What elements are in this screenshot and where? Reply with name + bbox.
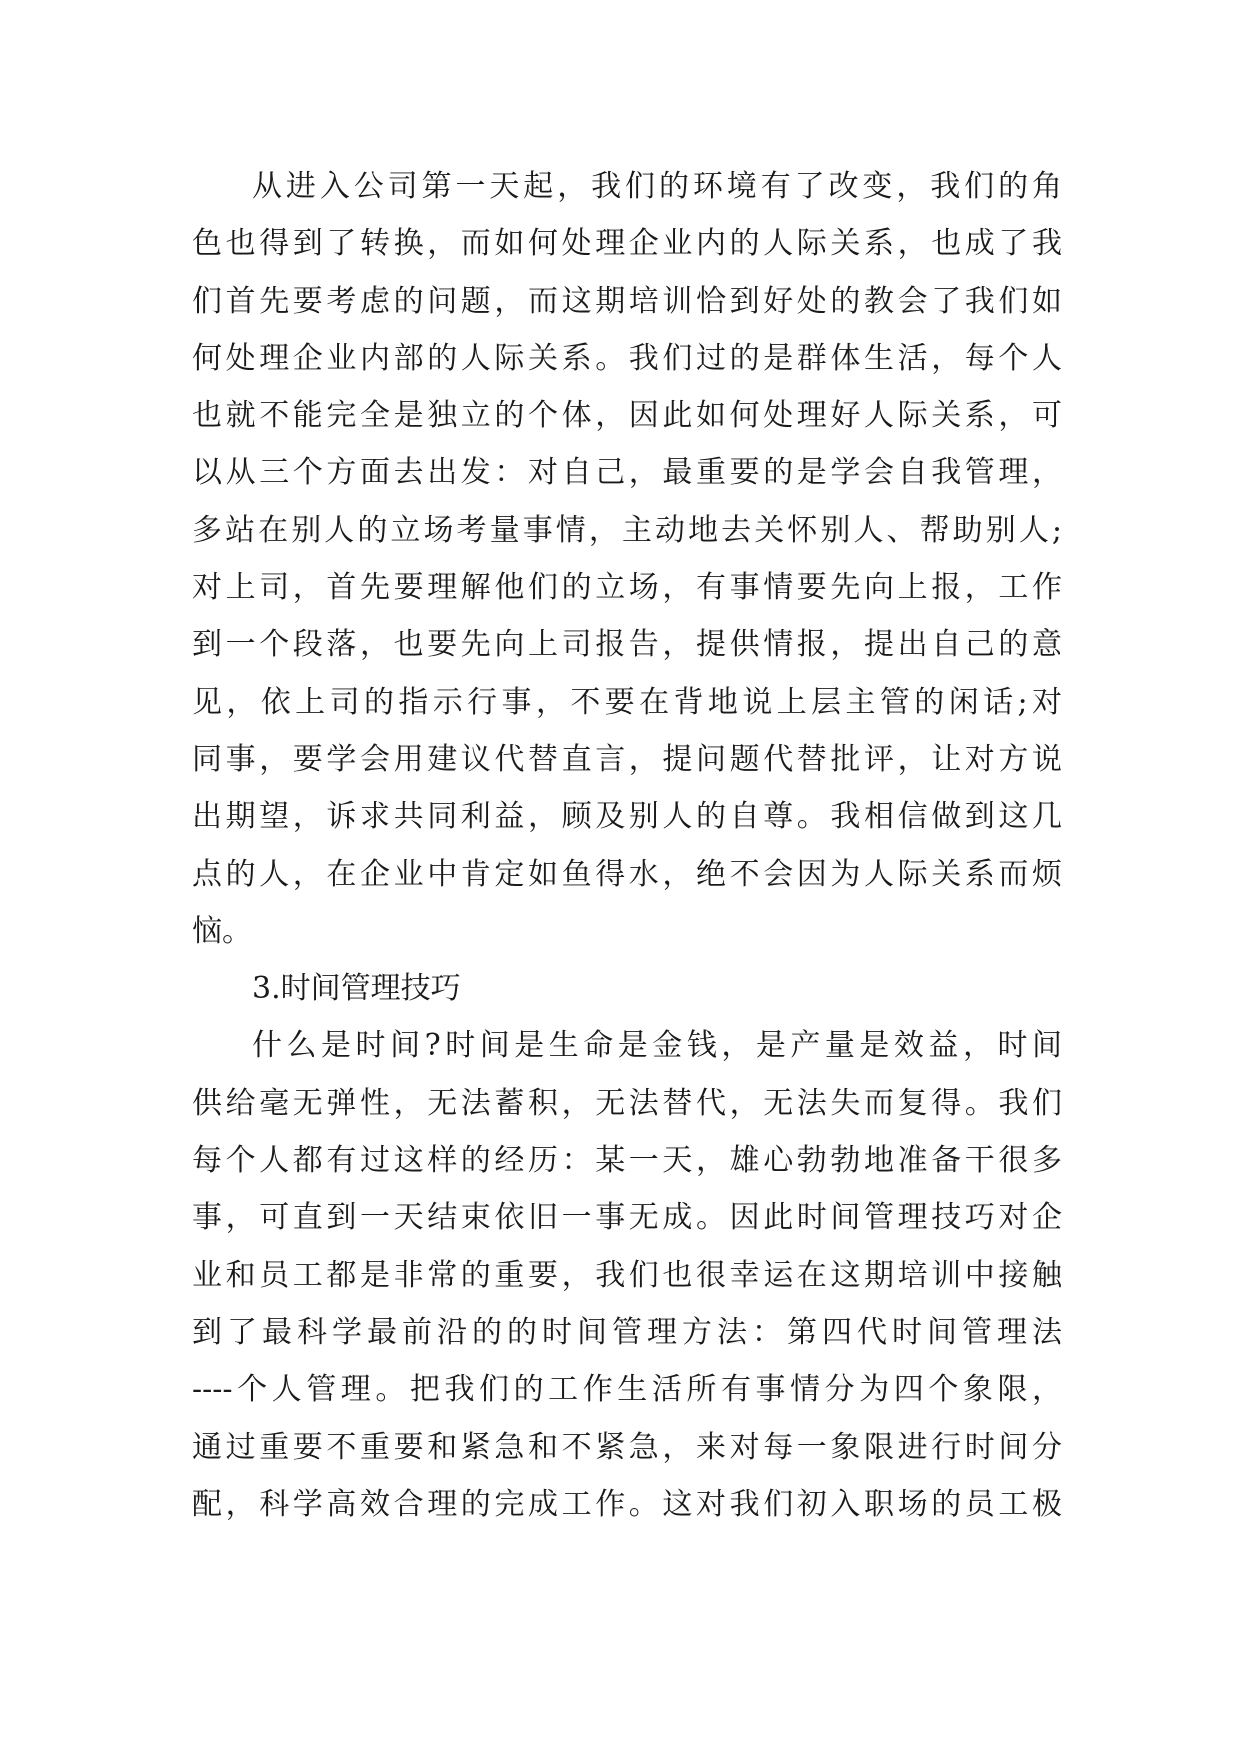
- paragraph-line: 恼。: [192, 913, 252, 949]
- paragraph-line: ----个人管理。把我们的工作生活所有事情分为四个象限，: [192, 1372, 1062, 1408]
- document-body: [192, 158, 1062, 1533]
- paragraph-line: 出期望，诉求共同利益，顾及别人的自尊。我相信做到这几: [192, 799, 1062, 835]
- paragraph-line: 们首先要考虑的问题，而这期培训恰到好处的教会了我们如: [192, 283, 1062, 319]
- paragraph-line: 何处理企业内部的人际关系。我们过的是群体生活，每个人: [192, 340, 1062, 376]
- paragraph-line: 通过重要不重要和紧急和不紧急，来对每一象限进行时间分: [192, 1429, 1062, 1465]
- paragraph-line: 业和员工都是非常的重要，我们也很幸运在这期培训中接触: [192, 1257, 1062, 1293]
- paragraph-line: 什么是时间?时间是生命是金钱，是产量是效益，时间: [252, 1028, 1062, 1064]
- paragraph-line: 事，可直到一天结束依旧一事无成。因此时间管理技巧对企: [192, 1200, 1062, 1236]
- paragraph-line: 多站在别人的立场考量事情，主动地去关怀别人、帮助别人;: [192, 512, 1062, 548]
- paragraph-interpersonal: [192, 158, 1062, 960]
- paragraph-line: 配，科学高效合理的完成工作。这对我们初入职场的员工极: [192, 1486, 1062, 1522]
- paragraph-line: 到了最科学最前沿的的时间管理方法：第四代时间管理法: [192, 1314, 1062, 1350]
- paragraph-line: 从进入公司第一天起，我们的环境有了改变，我们的角: [252, 169, 1062, 204]
- paragraph-line: 到一个段落，也要先向上司报告，提供情报，提出自己的意: [192, 627, 1062, 663]
- paragraph-line: 每个人都有过这样的经历：某一天，雄心勃勃地准备干很多: [192, 1143, 1062, 1179]
- paragraph-line: 也就不能完全是独立的个体，因此如何处理好人际关系，可: [192, 398, 1062, 434]
- paragraph-line: 色也得到了转换，而如何处理企业内的人际关系，也成了我: [192, 226, 1062, 262]
- paragraph-line: 供给毫无弹性，无法蓄积，无法替代，无法失而复得。我们: [192, 1085, 1062, 1121]
- section-heading: 3.时间管理技巧: [252, 971, 461, 1007]
- paragraph-line: 点的人，在企业中肯定如鱼得水，绝不会因为人际关系而烦: [192, 856, 1062, 892]
- paragraph-time-management: [192, 1017, 1062, 1533]
- paragraph-line: 同事，要学会用建议代替直言，提问题代替批评，让对方说: [192, 741, 1062, 777]
- paragraph-line: 见，依上司的指示行事，不要在背地说上层主管的闲话;对: [192, 684, 1062, 720]
- paragraph-line: 对上司，首先要理解他们的立场，有事情要先向上报，工作: [192, 570, 1062, 606]
- paragraph-line: 以从三个方面去出发：对自己，最重要的是学会自我管理，: [192, 455, 1062, 491]
